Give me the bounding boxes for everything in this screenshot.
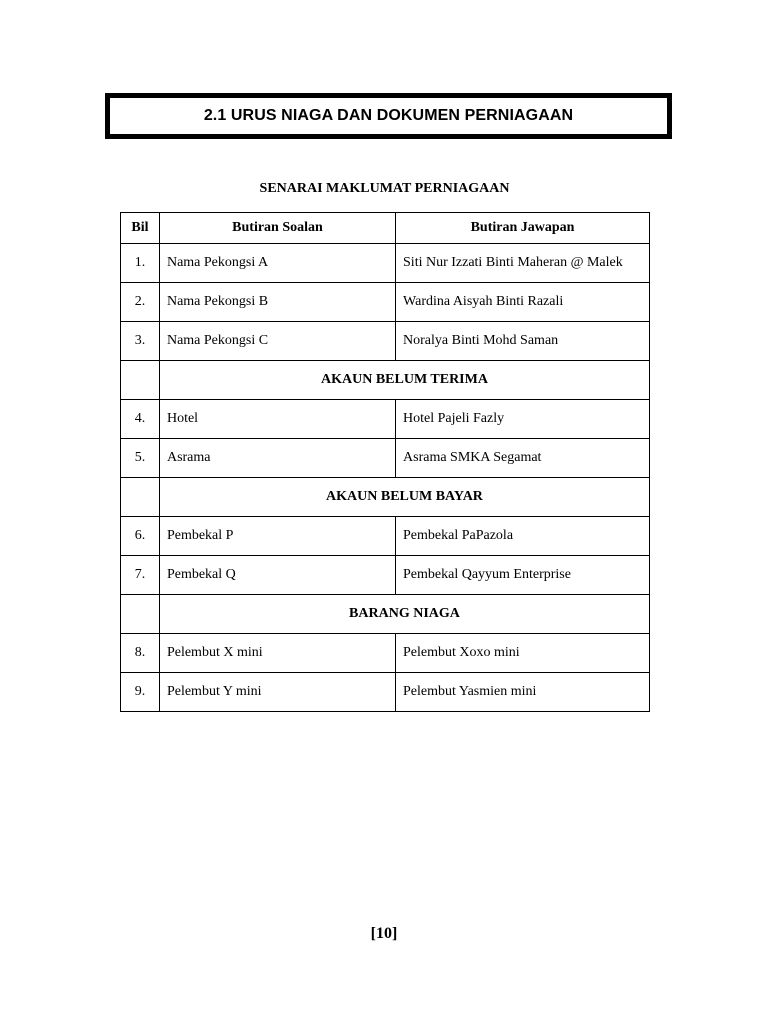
- row-number: 8.: [121, 634, 160, 673]
- table-row: [121, 439, 650, 478]
- row-number: 7.: [121, 556, 160, 595]
- row-number: 4.: [121, 400, 160, 439]
- section-row: [121, 361, 650, 400]
- table-row: [121, 322, 650, 361]
- section-empty-cell: [121, 361, 160, 400]
- table-row: [121, 556, 650, 595]
- section-empty-cell: [121, 595, 160, 634]
- row-number: 1.: [121, 244, 160, 283]
- row-number: 2.: [121, 283, 160, 322]
- section-row: [121, 595, 650, 634]
- question-cell: Nama Pekongsi B: [159, 283, 395, 322]
- column-header-bil: Bil: [121, 213, 160, 244]
- business-info-table: [120, 212, 650, 712]
- column-header-soalan: Butiran Soalan: [159, 213, 395, 244]
- answer-cell: Siti Nur Izzati Binti Maheran @ Malek: [396, 244, 650, 283]
- answer-cell: Noralya Binti Mohd Saman: [396, 322, 650, 361]
- table-row: [121, 673, 650, 712]
- question-cell: Hotel: [159, 400, 395, 439]
- question-cell: Asrama: [159, 439, 395, 478]
- answer-cell: Asrama SMKA Segamat: [396, 439, 650, 478]
- table-row: [121, 244, 650, 283]
- page-heading: 2.1 URUS NIAGA DAN DOKUMEN PERNIAGAAN: [203, 107, 574, 124]
- question-cell: Nama Pekongsi C: [159, 322, 395, 361]
- answer-cell: Pelembut Yasmien mini: [396, 673, 650, 712]
- section-empty-cell: [121, 478, 160, 517]
- table-header-row: [121, 213, 650, 244]
- question-cell: Pelembut Y mini: [159, 673, 395, 712]
- answer-cell: Pelembut Xoxo mini: [396, 634, 650, 673]
- question-cell: Nama Pekongsi A: [159, 244, 395, 283]
- column-header-jawapan: Butiran Jawapan: [396, 213, 650, 244]
- table-row: [121, 517, 650, 556]
- row-number: 6.: [121, 517, 160, 556]
- section-heading: BARANG NIAGA: [159, 595, 649, 634]
- question-cell: Pembekal P: [159, 517, 395, 556]
- question-cell: Pembekal Q: [159, 556, 395, 595]
- section-row: [121, 478, 650, 517]
- row-number: 9.: [121, 673, 160, 712]
- row-number: 3.: [121, 322, 160, 361]
- answer-cell: Hotel Pajeli Fazly: [396, 400, 650, 439]
- heading-box: [105, 93, 672, 139]
- table-title: SENARAI MAKLUMAT PERNIAGAAN: [259, 181, 510, 196]
- section-heading: AKAUN BELUM BAYAR: [159, 478, 649, 517]
- table-row: [121, 283, 650, 322]
- question-cell: Pelembut X mini: [159, 634, 395, 673]
- answer-cell: Pembekal PaPazola: [396, 517, 650, 556]
- section-heading: AKAUN BELUM TERIMA: [159, 361, 649, 400]
- table-row: [121, 400, 650, 439]
- answer-cell: Pembekal Qayyum Enterprise: [396, 556, 650, 595]
- row-number: 5.: [121, 439, 160, 478]
- page-number: [10]: [370, 925, 398, 942]
- table-row: [121, 634, 650, 673]
- answer-cell: Wardina Aisyah Binti Razali: [396, 283, 650, 322]
